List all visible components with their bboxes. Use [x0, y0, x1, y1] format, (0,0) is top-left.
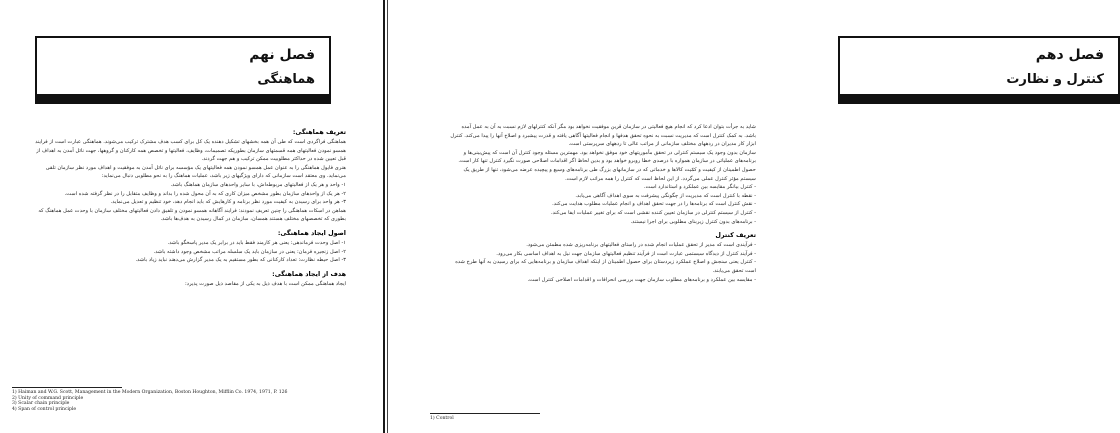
paragraph: هنری فایول هماهنگی را به عنوان عمل همسو نمودن همه فعالیتهای یک مؤسسه برای نائل آمدن به موفقیت و اهداف مورد نظر سازمان تلقی می‌نماید. وی معتقد است سازمانی که دارای ویژگیهای زیر باشد، عملیات هماهنگ را به نحو مطلوبی دنبال می‌نماید:	[45, 164, 346, 180]
list-item: ۲- اصل زنجیره فرمان: یعنی در سازمان باید یک سلسله مراتب مشخص وجود داشته باشد.	[153, 248, 346, 255]
list-item: - فرآیند کنترل از دیدگاه سیستمی عبارت است از فرآیند تنظیم فعالیتهای سازمان جهت نیل به اهداف اساسی بکار می‌رود.	[496, 250, 756, 257]
list-item: - مقایسه بین عملکرد و برنامه‌های مطلوب سازمان جهت بررسی انحرافات و اقدامات اصلاحی کنترل است.	[527, 276, 756, 283]
left-page	[0, 0, 380, 433]
list-item: ۱- واحد و هر یک از فعالیتهای مربوطه‌اش، با سایر واحدهای سازمان هماهنگ باشد.	[170, 181, 346, 188]
footnotes	[430, 416, 630, 422]
paragraph: حصول اطمینان از کیفیت و کمّیت کالاها و خدماتی که در سازمانهای بزرگ طی برنامه‌های وسیع و پیچیده عرضه می‌شود، تنها از طریق یک سیستم مؤثر کنترل عملی می‌گردد. از این لحاظ است که کنترل را همه مراتب لازم است.	[463, 166, 756, 182]
footnote-item: 3) Scalar chain principle	[12, 401, 70, 407]
list-item: ۳- اصل حیطه نظارت: تعداد کارکنانی که بطور مستقیم به یک مدیر گزارش می‌دهند نباید زیاد باشد.	[135, 257, 346, 264]
section-heading: تعریف هماهنگی:	[292, 128, 346, 136]
paragraph: هماهن در اسکات هماهنگی را چنین تعریف نمودند: فرایند آگاهانه همسو نمودن و تلفیق دادن فعالیتهای مختلف سازمان با وحدت عمل هماهنگ که بطوری که تخصصهای مختلف هستند همسان، سازمان در کمال رسیدن به هدف‌ها باشد.	[38, 207, 346, 223]
list-item: - برنامه‌های بدون کنترل زیربنای مطلوبی برای اجرا نیستند.	[630, 218, 756, 225]
list-item: ۳- هر واحد برای رسیدن به کیفیت مورد نظر برنامه و کارهایش که باید انجام دهد، خود تنظیم و تعدیل می‌نماید.	[110, 199, 346, 206]
footnote-item: 4) Span of control principle	[12, 406, 77, 412]
gutter-shadow	[383, 0, 385, 433]
footnote-item: 2) Unity of command principle	[12, 395, 84, 401]
list-item: - کنترل از سیستم کنترلی در سازمان تعیین کننده نقشی است که برای تغییر عملیات ایفا می‌کند.	[550, 209, 756, 216]
chapter-subtitle: کنترل و نظارت	[1006, 72, 1104, 87]
chapter-title-box	[838, 36, 1120, 104]
footnotes	[12, 390, 352, 412]
list-item: ۲- هر یک از واحدهای سازمان بطور مشخص میزان کاری که به آن محول شده را بداند و وظایف متقابل را در نظر گرفته شده است.	[64, 190, 346, 197]
paragraph: هماهنگی فراگردی است که طی آن همه بخشهای تشکیل دهنده یک کل برای کسب هدف مشترک ترکیب می‌شوند. هماهنگی عبارت است از فرایند همسو نمودن فعالیتهای همه قسمتهای سازمان بطوریکه تصمیمات، وظایف، فعالیتها و تخصص همه کارکنان و گروهها، جهت نائل آمدن به اهداف از قبل تعیین شده در حداکثر مطلوبیت ممکن ترکیب و هم جهت گردند.	[35, 139, 346, 163]
list-item: ۱- اصل وحدت فرماندهی: یعنی هر کارمند فقط باید در برابر یک مدیر پاسخگو باشد.	[167, 239, 346, 246]
list-item: - فرآیندی است که مدیر از تحقق عملیات انجام شده در راستای فعالیتهای برنامه‌ریزی شده مطمئن می‌شود.	[526, 242, 756, 249]
chapter-title-box	[35, 36, 331, 104]
footnote-item: 1) Haiman and W.G. Scott, Management in the Modern Organization, Boston Houghton, Mifflin Co. 1974, 1971, P. 126	[12, 390, 288, 395]
title-box-shadow	[37, 94, 329, 102]
chapter-title: فصل دهم	[1035, 47, 1104, 63]
page-body-text	[34, 123, 346, 288]
title-box-shadow	[840, 94, 1118, 102]
footnote-divider	[430, 413, 540, 414]
list-item: - نقش کنترل است که برنامه‌ها را در جهت تحقق اهداف و انجام عملیات مطلوب هدایت می‌کند.	[552, 201, 756, 208]
section-heading: تعریف کنترل	[715, 231, 756, 240]
chapter-subtitle: هماهنگی	[257, 72, 315, 87]
paragraph: سازمان بدون وجود یک سیستم کنترلی در تحقق مأموریتهای خود موفق نخواهد بود. مهمترین مسئله وجود کنترل آن است که پیش‌بینی‌ها و برنامه‌های عملیاتی در سازمان همواره با درصدی خطا روبرو خواهد بود و بدین لحاظ اگر اقدامات اصلاحی صورت نگیرد کنترل تنها کار است.	[458, 149, 756, 165]
list-item: - کنترل یعنی سنجش و اصلاح عملکرد زیردستان برای حصول اطمینان از اینکه اهداف سازمان و برنامه‌هایی که برای رسیدن به آنها طرح شده است تحقق می‌یابند.	[455, 259, 756, 274]
section-heading: هدف از ایجاد هماهنگی:	[272, 269, 346, 278]
page-body-text	[450, 123, 756, 284]
footnote-divider	[12, 387, 122, 388]
right-page	[388, 0, 1104, 433]
footnote-item: 1) Control	[430, 416, 454, 421]
list-item: - کنترل بیانگر مقایسه بین عملکرد و استاندارد است.	[644, 184, 756, 191]
section-heading: اصول ایجاد هماهنگی:	[277, 228, 346, 237]
paragraph: شاید به جرأت بتوان ادعا کرد که انجام هیچ فعالیتی در سازمان قرین موفقیت نخواهد بود مگر آنکه کنترلهای لازم نسبت به آن به عمل آمده باشد. به کمک کنترل است که مدیریت نسبت به نحوه تحقق هدفها و انجام فعالیتها آگاهی یافته و قدرت پیشبرد و اصلاح آنها را پیدا می‌کند. کنترل ابزار کار مدیران در ردههای مختلف سازمانی از مراتب عالی تا ردههای سرپرستی است.	[450, 124, 756, 148]
chapter-title: فصل نهم	[249, 47, 315, 63]
paragraph: ایجاد هماهنگی ممکن است با هدف ذیل به یکی از مقاصد ذیل صورت پذیرد:	[185, 280, 346, 287]
list-item: - نقطه با کنترل است که مدیریت از چگونگی پیشرفت به سوی اهداف آگاهی می‌یابد.	[575, 192, 756, 199]
